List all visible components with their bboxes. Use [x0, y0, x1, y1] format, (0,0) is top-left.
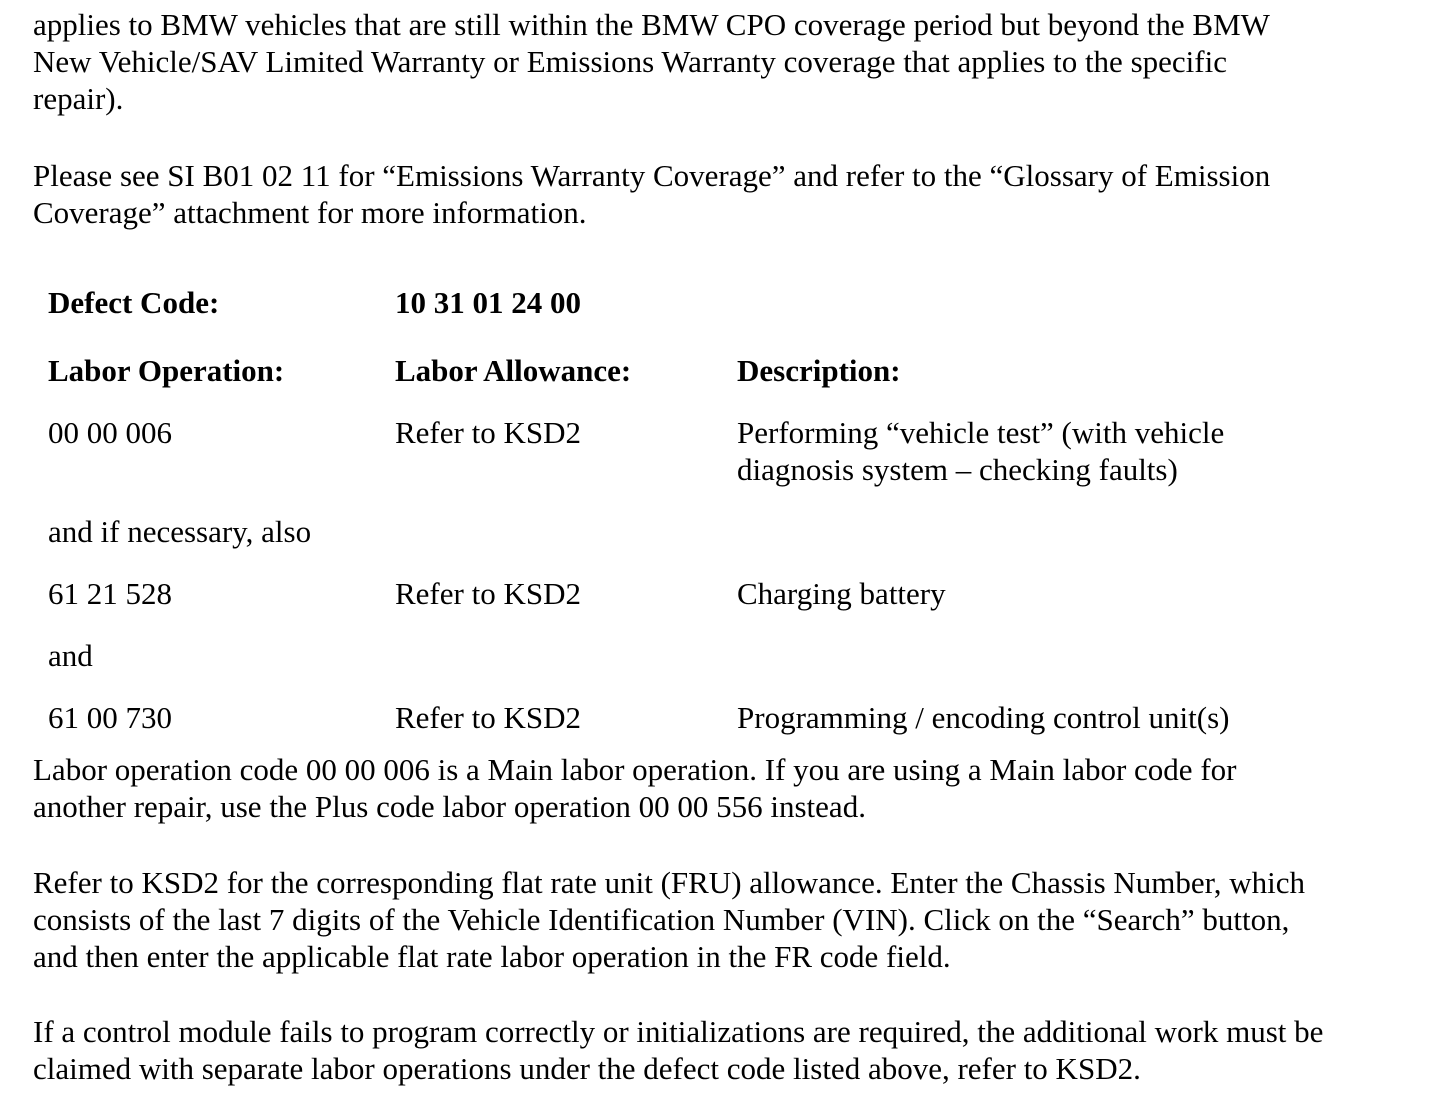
labor-operation-header: Labor Operation: — [48, 353, 285, 388]
ksd2-line: Refer to KSD2 for the corresponding flat rate unit (FRU) allowance. Enter the Chassis Number, which — [33, 865, 1306, 900]
see-si-line: Please see SI B01 02 11 for “Emissions Warranty Coverage” and refer to the “Glossary of Emission — [33, 158, 1271, 193]
intro-line: applies to BMW vehicles that are still within the BMW CPO coverage period but beyond the BMW — [33, 7, 1270, 42]
control-module-line: claimed with separate labor operations under the defect code listed above, refer to KSD2. — [33, 1051, 1141, 1086]
intro-line: New Vehicle/SAV Limited Warranty or Emissions Warranty coverage that applies to the specific — [33, 44, 1227, 79]
defect-code-value: 10 31 01 24 00 — [395, 285, 581, 320]
defect-code-label: Defect Code: — [48, 285, 220, 320]
labor-allowance-cell: Refer to KSD2 — [395, 415, 581, 450]
intro-paragraph — [33, 6, 1270, 117]
description-line: Programming / encoding control unit(s) — [737, 700, 1230, 735]
ksd2-line: and then enter the applicable flat rate labor operation in the FR code field. — [33, 939, 951, 974]
description-line: Charging battery — [737, 576, 946, 611]
control-module-line: If a control module fails to program correctly or initializations are required, the additional work must be — [33, 1014, 1324, 1049]
intro-line: repair). — [33, 81, 124, 116]
labor-allowance-cell: Refer to KSD2 — [395, 700, 581, 735]
description-cell — [737, 575, 946, 612]
labor-allowance-header: Labor Allowance: — [395, 353, 632, 388]
see-si-line: Coverage” attachment for more information. — [33, 195, 587, 230]
description-header: Description: — [737, 353, 901, 388]
see-si-paragraph — [33, 157, 1270, 231]
labor-allowance-cell: Refer to KSD2 — [395, 576, 581, 611]
connector-text: and — [48, 638, 93, 673]
main-labor-line: Labor operation code 00 00 006 is a Main labor operation. If you are using a Main labor code for — [33, 752, 1237, 787]
description-cell — [737, 699, 1229, 736]
connector-text: and if necessary, also — [48, 514, 312, 549]
description-line: diagnosis system – checking faults) — [737, 452, 1178, 487]
main-labor-note — [33, 751, 1236, 825]
description-cell — [737, 414, 1224, 488]
description-line: Performing “vehicle test” (with vehicle — [737, 415, 1225, 450]
control-module-note — [33, 1013, 1323, 1087]
labor-operation-cell: 61 21 528 — [48, 576, 172, 611]
ksd2-note — [33, 864, 1305, 975]
ksd2-line: consists of the last 7 digits of the Vehicle Identification Number (VIN). Click on the “Search” button, — [33, 902, 1290, 937]
labor-operation-cell: 00 00 006 — [48, 415, 172, 450]
labor-operation-cell: 61 00 730 — [48, 700, 172, 735]
main-labor-line: another repair, use the Plus code labor operation 00 00 556 instead. — [33, 789, 866, 824]
